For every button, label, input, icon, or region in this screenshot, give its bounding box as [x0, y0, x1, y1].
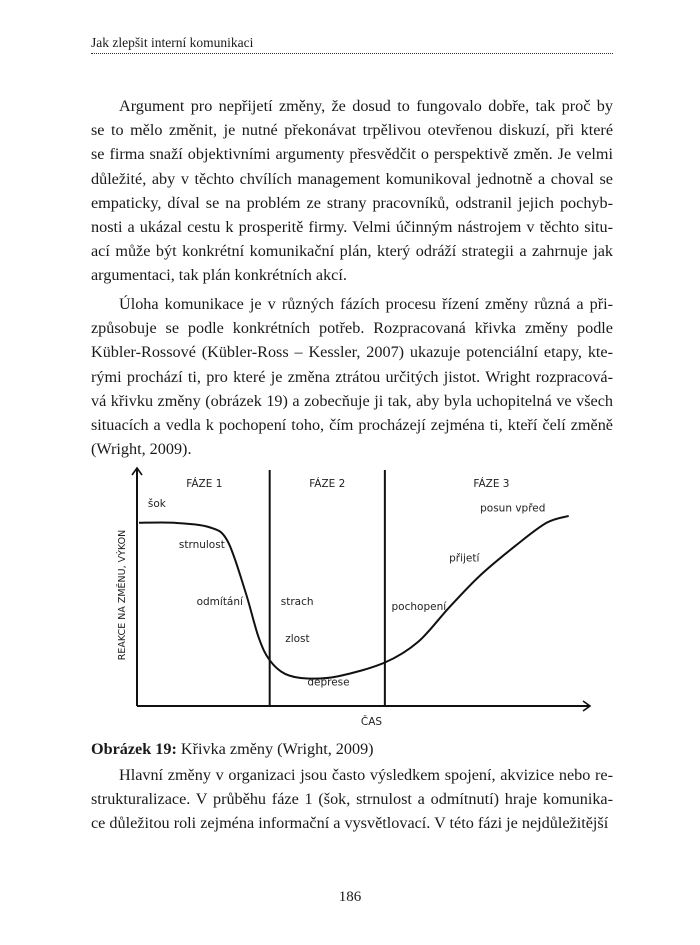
- text-line: situacích a vedla k pochopení toho, čím procházejí zejména ti, kteří čelí změně: [91, 416, 613, 435]
- text-line: empaticky, díval se na problém ze strany pracovníků, odstranil jejich pochyb-: [91, 193, 613, 212]
- stage-label: strach: [280, 596, 314, 609]
- text-line: se firma snaží objektivními argumenty přesvědčit o perspektivě změn. Je velmi: [91, 145, 613, 164]
- stage-label: přijetí: [449, 552, 480, 565]
- text-line: nosti a ukázal cestu k prosperitě firmy. Velmi účinným nástrojem v těchto situ-: [91, 218, 613, 237]
- page-number: 186: [338, 889, 362, 905]
- text-line: ací může být konkrétní komunikační plán, který odráží strategii a zahrnuje jak: [91, 242, 613, 261]
- stage-label: šok: [147, 497, 166, 510]
- figure-caption: [91, 738, 374, 760]
- phase-title: FÁZE 2: [309, 478, 346, 490]
- text-line: Hlavní změny v organizaci jsou často výsledkem spojení, akvizice nebo re-: [119, 766, 613, 784]
- text-line: strukturalizace. V průběhu fáze 1 (šok, strnulost a odmítnutí) hraje komunika-: [91, 790, 613, 809]
- text-line: důležité, aby v těchto chvílích management komunikoval jednotně a choval se: [91, 169, 613, 188]
- text-line: se to mělo změnit, je nutné překonávat trpělivou otevřenou diskuzí, při které: [91, 121, 613, 140]
- stage-label: posun vpřed: [480, 502, 546, 515]
- change-curve-figure: [100, 455, 600, 740]
- stage-label: odmítání: [196, 596, 243, 609]
- text-line: způsobuje se podle konkrétních potřeb. Rozpracovaná křivka změny podle: [91, 319, 613, 338]
- text-line: rými prochází ti, pro které je změna ztrátou určitých jistot. Wright rozpracová-: [91, 367, 613, 386]
- text-line: Argument pro nepřijetí změny, že dosud to fungovalo dobře, tak proč by: [119, 97, 613, 115]
- y-axis-label: REAKCE NA ZMĚNU, VÝKON: [117, 529, 128, 661]
- stage-label: pochopení: [391, 600, 447, 613]
- running-head-rule: [91, 53, 613, 54]
- paragraph-1: [91, 94, 613, 288]
- paragraph-3: [91, 763, 613, 836]
- stage-label: deprese: [307, 676, 350, 689]
- text-line: Kübler-Rossové (Kübler-Ross – Kessler, 2007) ukazuje potenciální etapy, kte-: [91, 343, 613, 362]
- text-line: argumentaci, tak plán konkrétních akcí.: [91, 266, 347, 285]
- text-line: ce důležitou roli zejména informační a vysvětlovací. V této fázi je nejdůležitější: [91, 814, 609, 833]
- paragraph-2: [91, 292, 613, 461]
- stage-label: zlost: [285, 632, 310, 645]
- text-line: vá křivku změny (obrázek 19) a zobecňuje ji tak, aby byla uchopitelná ve všech: [91, 391, 613, 410]
- caption-label: Obrázek 19:: [91, 740, 177, 758]
- text-line: Úloha komunikace je v různých fázích procesu řízení změny různá a při-: [119, 295, 613, 313]
- caption-text: Křivka změny (Wright, 2009): [176, 740, 374, 758]
- x-axis-label: ČAS: [360, 716, 383, 728]
- text-line: (Wright, 2009).: [91, 440, 192, 459]
- phase-title: FÁZE 3: [473, 478, 510, 490]
- running-head: Jak zlepšit interní komunikaci: [91, 35, 254, 50]
- stage-label: strnulost: [178, 538, 225, 551]
- phase-title: FÁZE 1: [186, 478, 223, 490]
